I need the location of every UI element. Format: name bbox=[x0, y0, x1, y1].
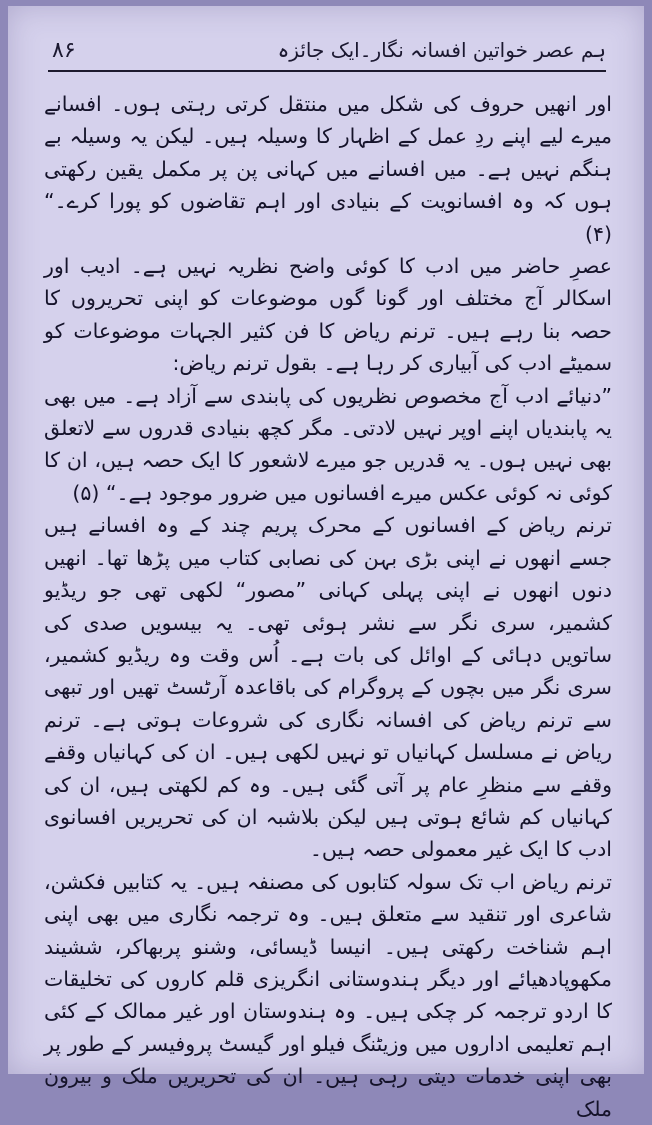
paragraph: ترنم ریاض اب تک سولہ کتابوں کی مصنفہ ہیں۔ یہ کتابیں فکشن، شاعری اور تنقید سے متعلق ہیں۔ وہ ترجمہ نگاری میں بھی اپنی اہم شناخت رکھتی ہیں۔ انیسا ڈیسائی، وشنو پربھاکر، ششیند مکھوپادھیائے اور دیگر ہندوستانی انگریزی قلم کاروں کی تخلیقات کا اردو ترجمہ کر چکی ہیں۔ وہ ہندوستان اور غیر ممالک کے کئی اہم تعلیمی اداروں میں وزیٹنگ فیلو اور گیسٹ پروفیسر کے طور پر بھی اپنی خدمات دیتی رہی ہیں۔ ان کی تحریریں ملک و بیرون ملک bbox=[44, 869, 612, 1121]
paragraph: ترنم ریاض کے افسانوں کے محرک پریم چند کے وہ افسانے ہیں جسے انھوں نے اپنی بڑی بہن کی نصابی کتاب میں پڑھا تھا۔ انھیں دنوں انھوں نے اپنی پہلی کہانی ”مصور“ لکھی تھی جو ریڈیو کشمیر، سری نگر سے نشر ہوئی تھی۔ یہ بیسویں صدی کی ساتویں دہائی کے اوائل کی بات ہے۔ اُس وقت وہ ریڈیو کشمیر، سری نگر میں بچوں کے پروگرام کی باقاعدہ آرٹسٹ تھیں اور تبھی سے ترنم ریاض کی افسانہ نگاری کی شروعات ہوتی ہے۔ ترنم ریاض نے مسلسل کہانیاں تو نہیں لکھی ہیں۔ ان کی کہانیاں وقفے وقفے سے منظرِ عام پر آتی گئی ہیں۔ وہ کم لکھتی ہیں، ان کی کہانیاں کم شائع ہوتی ہیں لیکن بلاشبہ ان کی تحریریں افسانوی ادب کا ایک غیر معمولی حصہ ہیں۔ bbox=[44, 513, 612, 862]
paragraph: عصرِ حاضر میں ادب کا کوئی واضح نظریہ نہیں ہے۔ ادیب اور اسکالر آج مختلف اور گونا گوں موضوعات کو اپنی تحریروں کا حصہ بنا رہے ہیں۔ ترنم ریاض کا فن کثیر الجہات موضوعات کو سمیٹے ادب کی آبیاری کر رہا ہے۔ بقول ترنم ریاض: bbox=[44, 254, 612, 376]
body-text bbox=[44, 88, 612, 1125]
running-title: ہم عصر خواتین افسانہ نگار۔ایک جائزہ bbox=[277, 38, 606, 62]
page-header bbox=[48, 36, 606, 72]
block-quote: ”دنیائے ادب آج مخصوص نظریوں کی پابندی سے آزاد ہے۔ میں بھی یہ پابندیاں اپنے اوپر نہیں لادتی۔ مگر کچھ بنیادی قدروں سے لاتعلق بھی نہیں ہوں۔ یہ قدریں جو میرے لاشعور کا ایک حصہ ہیں، ان کا کوئی نہ کوئی عکس میرے افسانوں میں ضرور موجود ہے۔“ (۵) bbox=[44, 383, 612, 505]
page-number: ۸۶ bbox=[52, 38, 76, 63]
paragraph: اور انھیں حروف کی شکل میں منتقل کرتی رہتی ہوں۔ افسانے میرے لیے اپنے ردِ عمل کے اظہار کا وسیلہ ہیں۔ لیکن یہ وسیلہ بے ہنگم نہیں ہے۔ میں افسانے میں کہانی پن پر مکمل یقین رکھتی ہوں کہ وہ افسانویت کے بنیادی اور اہم تقاضوں کو پورا کرے۔“ (۴) bbox=[44, 92, 612, 246]
book-page bbox=[8, 6, 644, 1121]
